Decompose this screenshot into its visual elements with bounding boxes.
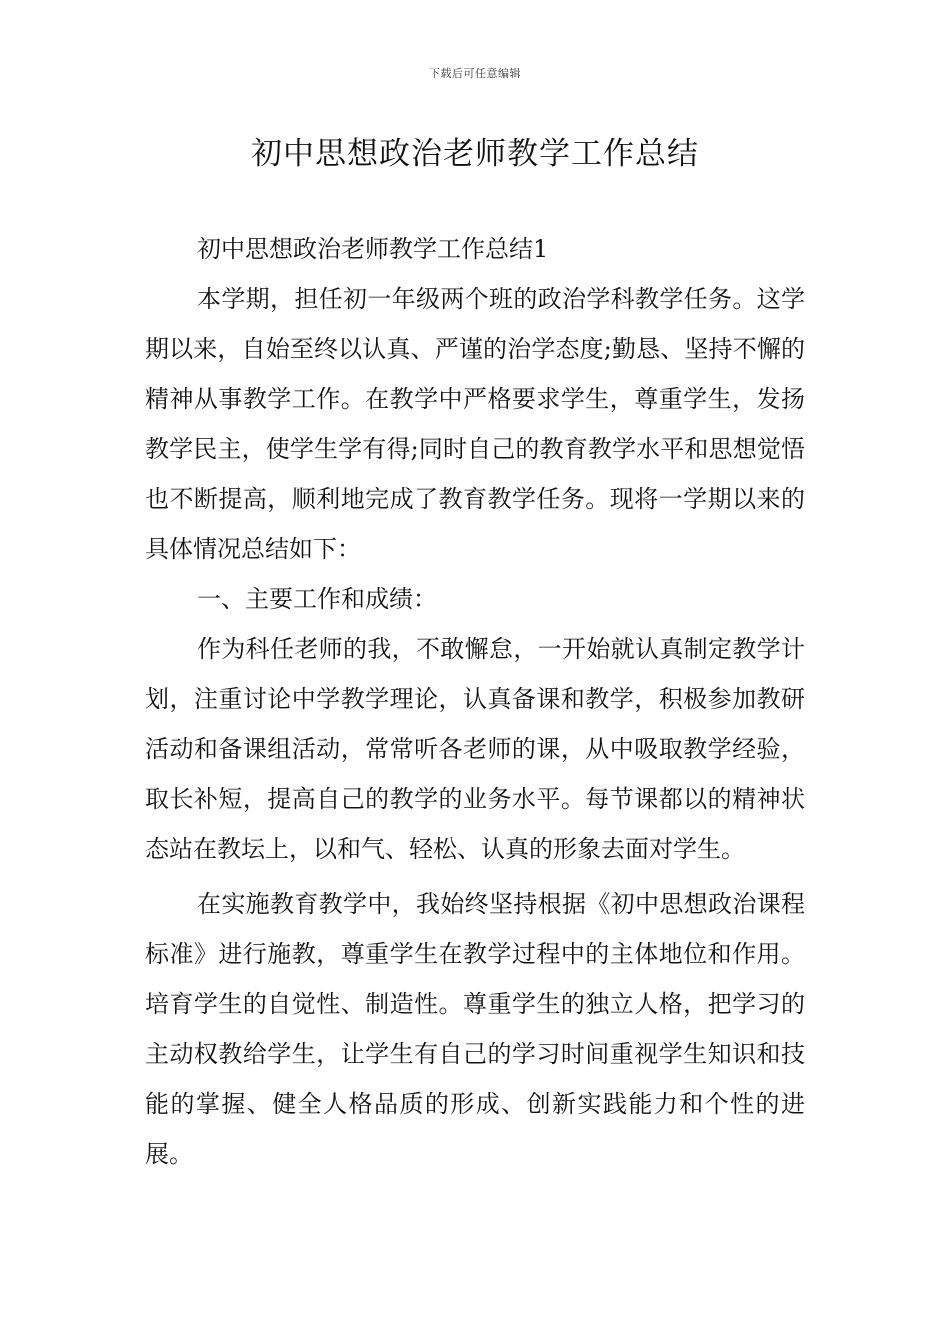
paragraph-curriculum: 在实施教育教学中，我始终坚持根据《初中思想政治课程标准》进行施教，尊重学生在教学过程中的主体地位和作用。培育学生的自觉性、制造性。尊重学生的独立人格，把学习的主动权教给学生，让学生有自己的学习时间重视学生知识和技能的掌握、健全人格品质的形成、创新实践能力和个性的进展。 <box>145 890 805 1168</box>
paragraph-intro: 本学期，担任初一年级两个班的政治学科教学任务。这学期以来，自始至终以认真、严谨的治学态度;勤恳、坚持不懈的精神从事教学工作。在教学中严格要求学生，尊重学生，发扬教学民主，使学生学有得;同时自己的教育教学水平和思想觉悟也不断提高，顺利地完成了教育教学任务。现将一学期以来的具体情况总结如下： <box>145 285 805 563</box>
document-title: 初中思想政治老师教学工作总结 <box>251 136 699 172</box>
header-note: 下载后可任意编辑 <box>429 67 521 80</box>
paragraph-teaching-plan: 作为科任老师的我，不敢懈怠，一开始就认真制定教学计划，注重讨论中学教学理论，认真备课和教学，积极参加教研活动和备课组活动，常常听各老师的课，从中吸取教学经验，取长补短，提高自己的教学的业务水平。每节课都以的精神状态站在教坛上，以和气、轻松、认真的形象去面对学生。 <box>145 635 805 863</box>
section-heading: 初中思想政治老师教学工作总结1 <box>197 235 549 263</box>
document-body <box>145 224 805 1179</box>
subheading-main-work: 一、主要工作和成绩： <box>197 585 437 613</box>
